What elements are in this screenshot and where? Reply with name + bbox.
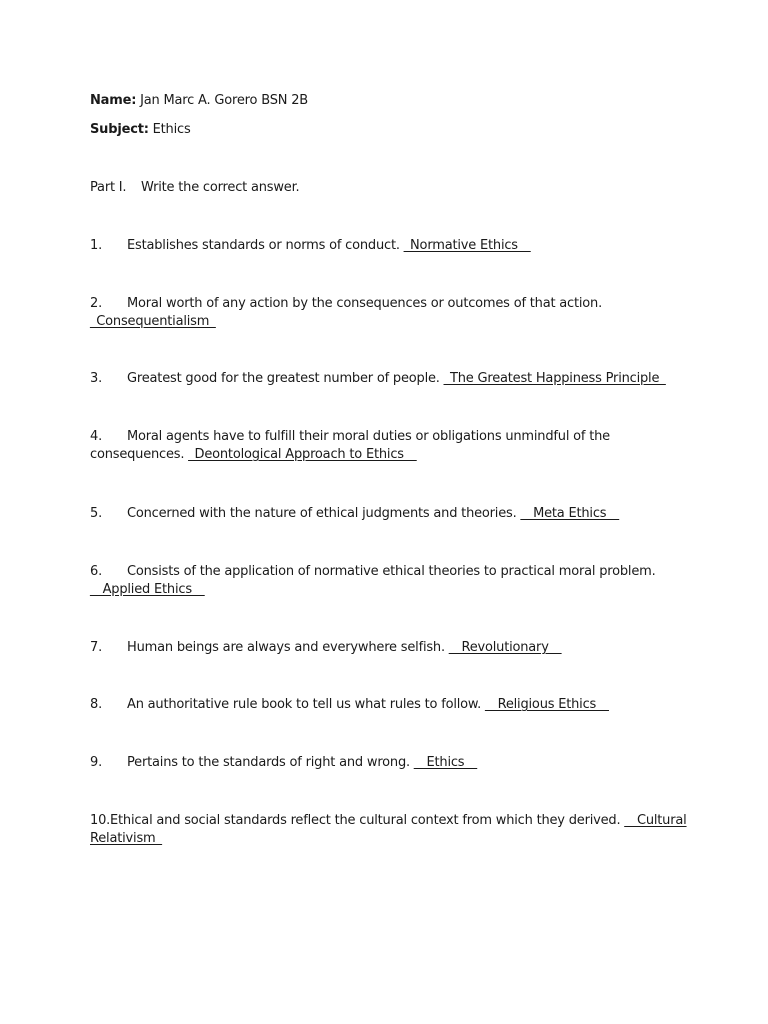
question-10-answer-continuation: [90, 830, 162, 848]
question-number: 1.: [90, 238, 103, 253]
question-text: Moral agents have to fulfill their moral duties or obligations unmindful of the: [127, 429, 610, 444]
answer-text: _Deontological Approach to Ethics__: [188, 447, 417, 462]
question-number: 5.: [90, 506, 103, 521]
subject-value: Ethics: [148, 122, 191, 137]
question-text: Greatest good for the greatest number of people.: [127, 371, 444, 386]
question-8: [90, 696, 609, 714]
answer-text: __Applied Ethics__: [90, 582, 205, 597]
question-number: 3.: [90, 371, 103, 386]
name-line: [90, 92, 308, 110]
subject-line: [90, 121, 191, 139]
answer-text: __Cultural: [624, 813, 687, 828]
question-5: [90, 505, 619, 523]
question-text: Ethical and social standards reflect the cultural context from which they derived.: [110, 813, 625, 828]
answer-text: _The Greatest Happiness Principle_: [443, 371, 666, 386]
question-number: 9.: [90, 755, 103, 770]
subject-label: Subject:: [90, 122, 149, 137]
question-7: [90, 639, 561, 657]
answer-text: __Ethics__: [413, 755, 477, 770]
question-2: [90, 295, 602, 313]
question-6: [90, 563, 656, 581]
name-label: Name:: [90, 93, 137, 108]
question-1: [90, 237, 530, 255]
question-6-answer-line: [90, 581, 205, 599]
answer-text: __Revolutionary__: [448, 640, 562, 655]
question-text: Establishes standards or norms of conduct.: [127, 238, 404, 253]
question-4: [90, 428, 610, 446]
part-instruction: Write the correct answer.: [141, 180, 300, 195]
answer-text: _Consequentialism_: [90, 314, 216, 329]
question-number: 8.: [90, 697, 103, 712]
question-3: [90, 370, 666, 388]
question-9: [90, 754, 477, 772]
part-heading: [90, 179, 299, 197]
question-10: [90, 812, 687, 830]
question-2-answer-line: [90, 313, 216, 331]
question-number: 10.: [90, 813, 111, 828]
question-text: Pertains to the standards of right and wrong.: [127, 755, 414, 770]
question-text: Concerned with the nature of ethical judgments and theories.: [127, 506, 521, 521]
question-number: 2.: [90, 296, 103, 311]
question-text: Human beings are always and everywhere selfish.: [127, 640, 449, 655]
question-4-continuation: [90, 446, 416, 464]
part-title: Part I.: [90, 180, 127, 195]
answer-text: __Meta Ethics__: [520, 506, 619, 521]
question-number: 7.: [90, 640, 103, 655]
question-number: 4.: [90, 429, 103, 444]
question-number: 6.: [90, 564, 103, 579]
name-value: Jan Marc A. Gorero BSN 2B: [136, 93, 308, 108]
question-text: Moral worth of any action by the consequences or outcomes of that action.: [127, 296, 603, 311]
answer-text-continued: Relativism_: [90, 831, 162, 846]
answer-text: __Religious Ethics__: [485, 697, 609, 712]
question-text-continued: consequences.: [90, 447, 189, 462]
question-text: An authoritative rule book to tell us what rules to follow.: [127, 697, 485, 712]
answer-text: _Normative Ethics__: [403, 238, 531, 253]
question-text: Consists of the application of normative ethical theories to practical moral problem.: [127, 564, 656, 579]
